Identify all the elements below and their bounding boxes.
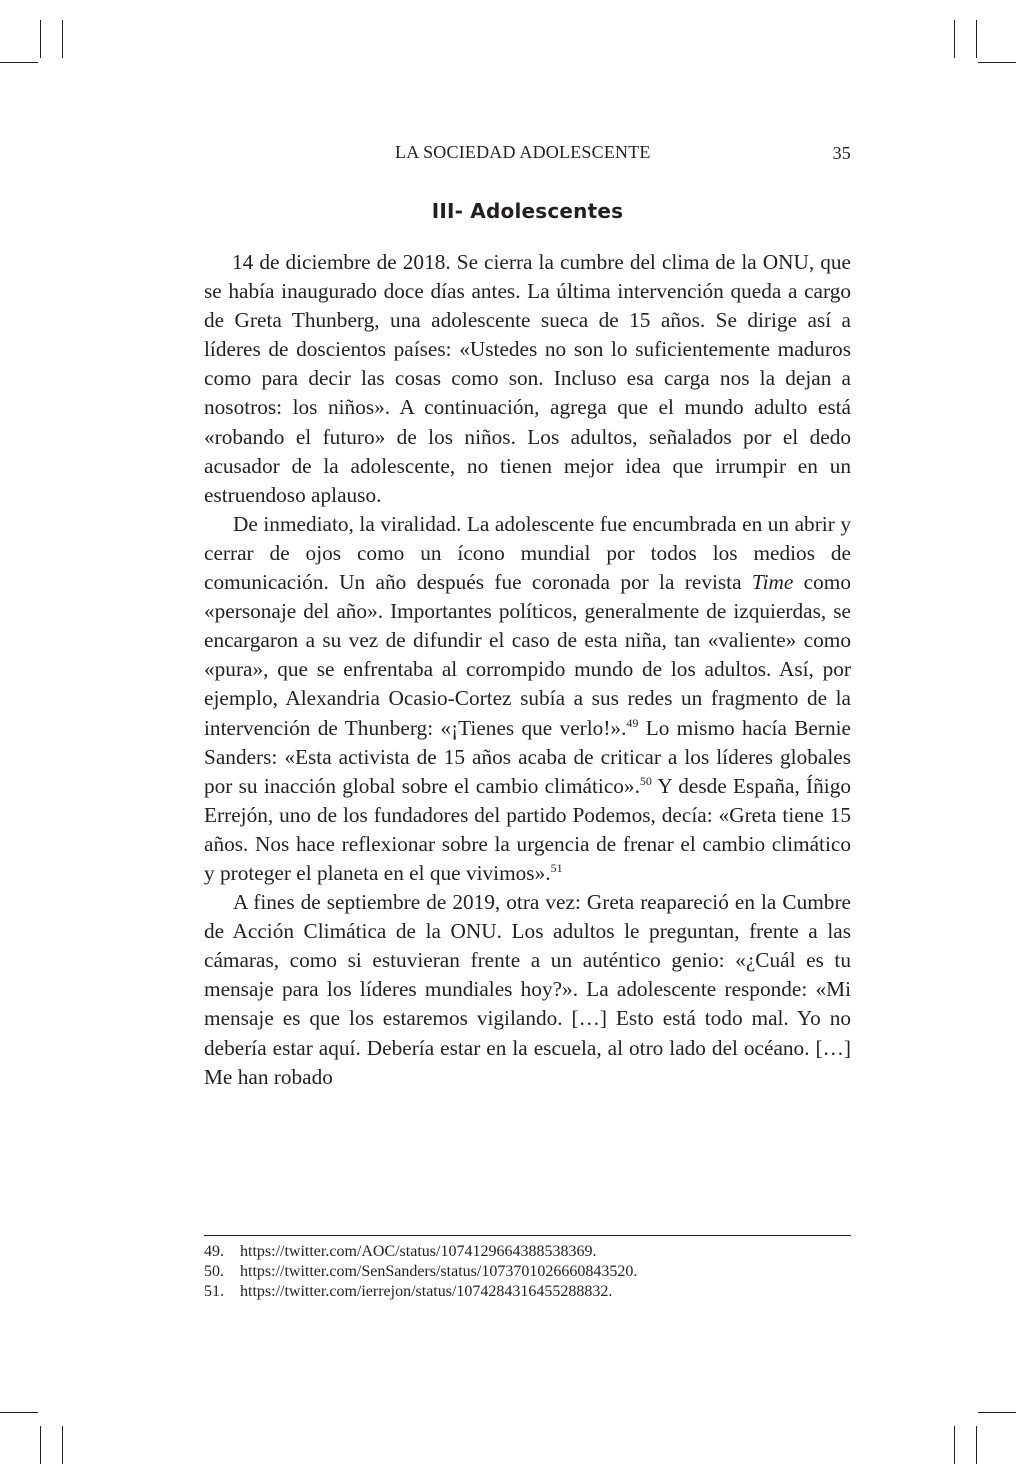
crop-mark: [0, 62, 38, 63]
footnote-number: 51.: [204, 1283, 224, 1300]
footnote-number: 50.: [204, 1263, 224, 1280]
footnote-item: [204, 1242, 851, 1262]
running-title: LA SOCIEDAD ADOLESCENTE: [395, 142, 651, 162]
section-heading: III- Adolescentes: [431, 199, 624, 223]
paragraph-2-text: De inmediato, la viralidad. La adolescente fue encumbrada en un abrir y cerrar de ojos como un ícono mundial por todos los medios de comunicación. Un año después fue coronada por la revista: [204, 511, 851, 595]
running-head: [204, 142, 851, 166]
footnote-ref[interactable]: 50: [639, 773, 652, 788]
crop-mark: [0, 1412, 38, 1413]
footnote-ref[interactable]: 49: [626, 715, 639, 730]
footnote-link[interactable]: https://twitter.com/AOC/status/1074129664388538369.: [240, 1243, 597, 1260]
paragraph-2-text: Y desde España, Íñigo Errejón, uno de los fundadores del partido Podemos, decía: «Greta tiene 15 años. Nos hace reflexionar sobre la urgencia de frenar el cambio climático y proteger el planeta en el que vivimos».: [204, 773, 852, 885]
footnotes: [204, 1242, 851, 1302]
crop-mark: [40, 1426, 41, 1464]
footnote-link[interactable]: https://twitter.com/ierrejon/status/1074284316455288832.: [240, 1283, 613, 1300]
crop-mark: [978, 62, 1016, 63]
crop-mark: [978, 1412, 1016, 1413]
paragraph-2-text: como «personaje del año». Importantes políticos, generalmente de izquierdas, se encargaron a su vez de difundir el caso de esta niña, tan «valiente» como «pura», que se enfrentaba al corrompido mundo de los adultos. Así, por ejemplo, Alexandria Ocasio-Cortez subía a sus redes un fragmento de la intervención de Thunberg: «¡Tienes que verlo!».: [204, 570, 851, 740]
paragraph-3: A fines de septiembre de 2019, otra vez: Greta reapareció en la Cumbre de Acción Climática de la ONU. Los adultos le preguntan, frente a las cámaras, como si estuvieran frente a un auténtico genio: «¿Cuál es tu mensaje para los líderes mundiales hoy?». La adolescente responde: «Mi mensaje es que los estaremos vigilando. […] Esto está todo mal. Yo no debería estar aquí. Debería estar en la escuela, al otro lado del océano. […] Me han robado: [204, 890, 851, 1089]
crop-mark: [62, 1426, 63, 1464]
footnote-divider: [204, 1235, 851, 1236]
crop-mark: [40, 20, 41, 58]
crop-mark: [954, 1426, 955, 1464]
footnote-ref[interactable]: 51: [550, 860, 563, 875]
footnote-number: 49.: [204, 1243, 224, 1260]
paragraph-1: 14 de diciembre de 2018. Se cierra la cumbre del clima de la ONU, que se había inaugurado doce días antes. La última intervención queda a cargo de Greta Thunberg, una adolescente sueca de 15 años. Se dirige así a líderes de doscientos países: «Ustedes no son lo suficientemente maduros como para decir las cosas como son. Incluso esa carga nos la dejan a nosotros: los niños». A continuación, agrega que el mundo adulto está «robando el futuro» de los niños. Los adultos, señalados por el dedo acusador de la adolescente, no tienen mejor idea que irrumpir en un estruendoso aplauso.: [204, 250, 851, 507]
crop-mark: [976, 1426, 977, 1464]
magazine-title: Time: [751, 570, 794, 595]
footnote-link[interactable]: https://twitter.com/SenSanders/status/1073701026660843520.: [240, 1263, 638, 1280]
crop-mark: [62, 20, 63, 58]
paragraph-2: [204, 510, 851, 888]
paragraph-2-text: Lo mismo hacía Bernie Sanders: «Esta activista de 15 años acaba de criticar a los líderes globales por su inacción global sobre el cambio climático».: [204, 715, 851, 798]
body-text: [204, 248, 851, 1092]
crop-mark: [954, 20, 955, 58]
footnote-item: [204, 1262, 851, 1282]
page-number: 35: [832, 143, 851, 163]
crop-mark: [976, 20, 977, 58]
footnote-item: [204, 1282, 851, 1302]
